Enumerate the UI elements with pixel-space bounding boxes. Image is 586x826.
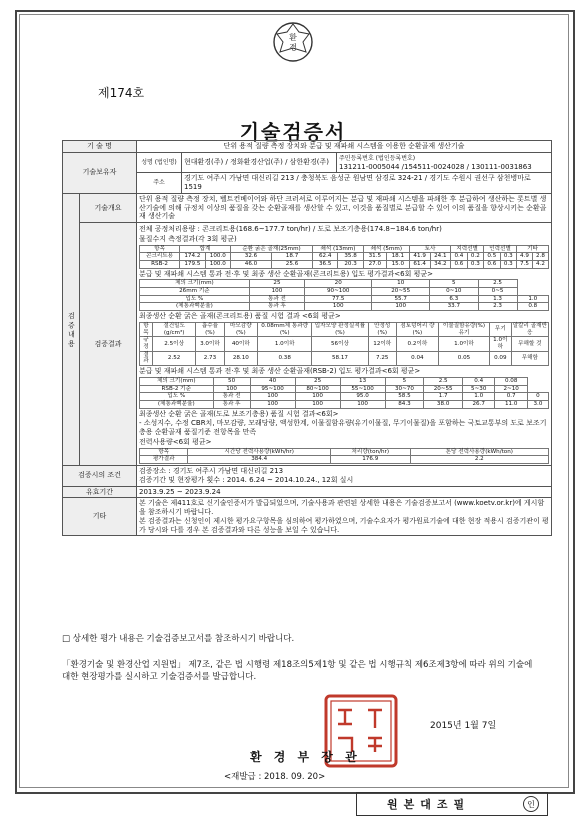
grading1-row bbox=[140, 295, 549, 303]
mass-balance-row-cell: 34.2 bbox=[430, 260, 451, 268]
mass-balance-head-cell: 토사 bbox=[409, 245, 450, 253]
grading2-row-cell: 0 bbox=[527, 393, 548, 401]
grading2-row-cell: 0.08 bbox=[495, 377, 527, 385]
mass-balance-row-cell: 179.5 bbox=[180, 260, 205, 268]
power-row-cell: 시간당 전력사용량(kWh/hr) bbox=[188, 448, 331, 456]
mass-balance-row-cell: 0.3 bbox=[500, 253, 516, 261]
quality1-row-cell: 마모감량 (%) bbox=[224, 322, 257, 336]
ministry-emblem-icon bbox=[272, 20, 314, 66]
mass-balance-title: 물질수지 측정결과(각 3회 평균) bbox=[139, 234, 237, 243]
grading2-row-cell: 0.7 bbox=[495, 393, 527, 401]
summary-value: 단위 용적 질량 측정 장치, 벨트컨베이어와 하단 크러셔로 이루어지는 분급 및 재파쇄 시스템을 파쇄한 후 분급하여 생산하는 롯트별 생산기술에 의해 규정치 이상의 품질을 갖는 순환골재를 생산할 수 있고, 이것을 품질별로 분급할 수 있어 이의 품질을 향상시키는 순환골재 생산기술 bbox=[137, 193, 552, 222]
etc-note-1: 본 기술은 제411호로 신기술인증서가 발급되었으며, 기술사용과 관련된 상세한 내용은 기술검증보고서 (www.koetv.or.kr)에 게시함을 참조하시기 바랍니다. bbox=[139, 499, 545, 517]
grading1-row-cell: 통과 후 bbox=[249, 303, 304, 311]
power-table bbox=[139, 448, 549, 464]
page-title: 기술검증서 bbox=[239, 120, 347, 144]
cond-place: 검증장소 : 경기도 여주시 가남면 대신리길 213 bbox=[139, 467, 284, 476]
grading2-row-cell: 5 bbox=[385, 377, 424, 385]
grading1-title: 분급 및 재파쇄 시스템 통과 전·후 및 최종 생산 순환골재(콘크리트용) 입도 평가결과<6회 평균> bbox=[139, 269, 434, 278]
grading1-row-cell: 0.8 bbox=[517, 303, 548, 311]
mass-balance-row-cell: 2.8 bbox=[532, 253, 548, 261]
etc-label: 기타 bbox=[63, 498, 137, 536]
grading1-row-cell: 33.7 bbox=[430, 303, 478, 311]
quality1-row-cell: 규정 bbox=[140, 337, 153, 351]
mass-balance-head-cell: 인력선별 bbox=[484, 245, 517, 253]
grading1-row-cell: 20 bbox=[305, 280, 372, 288]
mass-balance-row bbox=[140, 260, 549, 268]
grading2-row-cell: 0.4 bbox=[463, 377, 495, 385]
etc-note-2: 본 검증결과는 신청인이 제시한 평가요구항목을 심의하여 평가하였으며, 기술수요자가 평가원료기술에 대한 현장 적용시 검증기관이 평가 당시와 다를 경우 본 검증결과와 다른 성능을 보일 수 있습니다. bbox=[139, 516, 549, 534]
grading1-row-cell: 100 bbox=[305, 303, 372, 311]
addr-label: 주소 bbox=[137, 173, 182, 194]
report-note: □ 상세한 평가 내용은 기술검증보고서를 참조하시기 바랍니다. bbox=[62, 634, 295, 644]
quality1-row-cell: 28.10 bbox=[224, 351, 257, 365]
mass-balance-row-cell: 0.6 bbox=[451, 260, 467, 268]
grading1-row bbox=[140, 280, 549, 288]
row-results bbox=[63, 223, 552, 466]
mass-balance-row-cell: 0.3 bbox=[500, 260, 516, 268]
grading2-row-cell: 38.0 bbox=[424, 401, 463, 409]
quality1-table bbox=[139, 322, 549, 366]
power-row-cell: 평가결과 bbox=[140, 456, 188, 464]
mass-balance-row-cell: 0.3 bbox=[467, 260, 483, 268]
svg-text:경: 경 bbox=[289, 43, 297, 52]
grading2-row-cell: 100 bbox=[250, 401, 295, 409]
quality2-text: - 소성지수, 수정 CBR치, 마모감량, 모래당량, 액성한계, 이물질함유량(유기이물질, 무기이물질)을 포함하는 국토교통부의 도로 보조기층용 순환골재 품질기준 전항목을 만족 bbox=[139, 419, 547, 437]
mass-balance-head-cell: 합계 bbox=[180, 245, 231, 253]
quality1-row bbox=[140, 322, 549, 336]
mass-balance-row-cell: 4.2 bbox=[532, 260, 548, 268]
grading2-row-cell: 통과 전 bbox=[213, 393, 250, 401]
grading2-row-cell: 3.0 bbox=[527, 401, 548, 409]
mass-balance-row-cell: RSB-2 bbox=[140, 260, 180, 268]
mass-balance-head-cell: 쇄석 (13mm) bbox=[313, 245, 364, 253]
grading2-row-cell: 1.7 bbox=[424, 393, 463, 401]
quality1-row-cell: 2.73 bbox=[196, 351, 224, 365]
row-holder-names bbox=[63, 152, 552, 173]
power-row-cell: 384.4 bbox=[188, 456, 331, 464]
grading2-row-cell: 26.7 bbox=[463, 401, 495, 409]
quality1-row-cell: 7.25 bbox=[368, 351, 396, 365]
grading2-row-cell: 100 bbox=[213, 385, 250, 393]
quality1-row-cell: 입자모양 판정실적률(%) bbox=[312, 322, 368, 336]
grading2-row-cell: (체통과백분율) bbox=[140, 401, 214, 409]
mass-balance-row-cell: 35.8 bbox=[338, 253, 363, 261]
grading2-row-cell: 2~10 bbox=[495, 385, 527, 393]
mass-balance-head-cell: 항목 bbox=[140, 245, 180, 253]
summary-label: 기술개요 bbox=[80, 193, 137, 222]
quality1-row-cell: 알칼리 골재반응 bbox=[512, 322, 547, 336]
holder-names: 현대환경(주) / 정화환경산업(주) / 삼한환경(주) bbox=[182, 152, 337, 173]
mass-balance-row-cell: 32.6 bbox=[231, 253, 272, 261]
mass-balance-row-cell: 콘크리트용 bbox=[140, 253, 180, 261]
quality1-row-cell: 절건밀도 (g/cm³) bbox=[152, 322, 195, 336]
power-row-cell: 2.2 bbox=[410, 456, 548, 464]
grading2-row-cell: 통과 후 bbox=[213, 401, 250, 409]
mass-balance-row-cell: 0.6 bbox=[484, 260, 500, 268]
power-row bbox=[140, 456, 549, 464]
mass-balance-head bbox=[140, 245, 549, 253]
grading2-row-cell: 25 bbox=[295, 377, 340, 385]
mass-balance-row-cell: 24.1 bbox=[430, 253, 451, 261]
quality1-row-cell: 12이하 bbox=[368, 337, 396, 351]
quality1-title: 최종생산 순환 굵은 골재(콘크리트용) 품질 시험 결과 <6회 평균> bbox=[139, 312, 341, 321]
reissue-date: <재발급 : 2018. 09. 20> bbox=[224, 772, 326, 782]
grading1-row-cell: 20~55 bbox=[372, 288, 430, 296]
svg-text:환: 환 bbox=[289, 33, 297, 42]
quality1-row-cell: 3.0이하 bbox=[196, 337, 224, 351]
quality1-row-cell: 56이상 bbox=[312, 337, 368, 351]
grading1-row bbox=[140, 303, 549, 311]
mass-balance-row-cell: 41.9 bbox=[409, 253, 430, 261]
quality1-row-cell: 무해할 것 bbox=[511, 337, 548, 351]
quality1-row bbox=[140, 337, 549, 351]
grading2-row bbox=[140, 385, 549, 393]
grading2-row bbox=[140, 377, 549, 385]
grading1-row-cell: 100 bbox=[372, 303, 430, 311]
grading2-row-cell: 13 bbox=[340, 377, 385, 385]
issuer-name: 환 경 부 장 관 bbox=[250, 750, 361, 764]
quality1-row-cell: 항목 bbox=[140, 322, 153, 336]
grading2-row-cell: 84.3 bbox=[385, 401, 424, 409]
power-row-cell: 처리량(ton/hr) bbox=[330, 448, 410, 456]
mass-balance-row-cell: 0.4 bbox=[451, 253, 467, 261]
grading1-row-cell: 77.5 bbox=[305, 295, 372, 303]
grading2-row-cell: 95.0 bbox=[340, 393, 385, 401]
quality1-row-cell: 1.0이하 bbox=[438, 337, 489, 351]
grading2-row-cell: RSB-2 기준 bbox=[140, 385, 214, 393]
grading2-row-cell: 100 bbox=[295, 393, 340, 401]
grading2-row-cell: 80~100 bbox=[295, 385, 340, 393]
result-content bbox=[137, 223, 552, 466]
power-row-cell: 톤당 전력사용량(kWh/ton) bbox=[410, 448, 548, 456]
grading2-row-cell: 100 bbox=[250, 393, 295, 401]
mass-balance-row-cell: 18.1 bbox=[386, 253, 409, 261]
mass-balance-head-cell: 쇄석 (5mm) bbox=[363, 245, 409, 253]
issue-date: 2015년 1월 7일 bbox=[430, 721, 497, 731]
quality1-row-cell: 1.0이하 bbox=[490, 337, 512, 351]
addr-value: 경기도 여주시 가남면 대신리길 213 / 충청북도 음성군 원남면 삼경로 324-21 / 경기도 수원시 권선구 삼천병마로 1519 bbox=[182, 173, 552, 194]
grading1-row-cell: 2.5 bbox=[478, 280, 517, 288]
mass-balance-head-cell: 기타 bbox=[517, 245, 549, 253]
quality1-row-cell: 0.08mm체 통과량(%) bbox=[258, 322, 312, 336]
cond-label: 검증시의 조건 bbox=[63, 466, 137, 487]
grading1-row-cell: 5 bbox=[430, 280, 478, 288]
mass-balance-head-cell: 지력선별 bbox=[451, 245, 484, 253]
grading1-row-cell: 2.3 bbox=[478, 303, 517, 311]
grading2-row-cell: 100 bbox=[340, 401, 385, 409]
valid-value: 2013.9.25 ~ 2023.9.24 bbox=[137, 486, 552, 498]
grading1-row-cell: 90~100 bbox=[305, 288, 372, 296]
quality1-row-cell: 40이하 bbox=[224, 337, 257, 351]
quality1-row-cell: 0.38 bbox=[258, 351, 312, 365]
mass-balance-row-cell: 25.6 bbox=[272, 260, 313, 268]
power-row-cell: 항목 bbox=[140, 448, 188, 456]
grading1-row-cell: 6.3 bbox=[430, 295, 478, 303]
grading1-table bbox=[139, 279, 549, 311]
tech-name-label: 기 술 명 bbox=[63, 141, 137, 153]
grading2-row-cell: 40 bbox=[250, 377, 295, 385]
holder-label: 기술보유자 bbox=[63, 152, 137, 193]
mass-balance-head-cell: 순환 굵은 골재(25mm) bbox=[231, 245, 313, 253]
grading1-row-cell: 25 bbox=[249, 280, 304, 288]
grading1-row-cell: 100 bbox=[249, 288, 304, 296]
seal-mark-icon: 인 bbox=[523, 796, 539, 812]
mass-balance-row-cell: 15.0 bbox=[386, 260, 409, 268]
quality1-row-cell: 안정성 (%) bbox=[368, 322, 396, 336]
power-row-cell: 176.9 bbox=[330, 456, 410, 464]
grading1-row-cell: 체의 크기(mm) bbox=[140, 280, 250, 288]
row-tech-name bbox=[63, 141, 552, 153]
grading1-row-cell: 26mm 기준 bbox=[140, 288, 250, 296]
grading1-row-cell: 10 bbox=[372, 280, 430, 288]
mass-balance-row-cell: 0.2 bbox=[467, 253, 483, 261]
grading2-row bbox=[140, 401, 549, 409]
grading1-row-cell: 1.0 bbox=[517, 295, 548, 303]
name-label: 성명 (법인명) bbox=[137, 152, 182, 173]
cond-period: 검증기간 및 현장평가 횟수 : 2014. 6.24 ~ 2014.10.24., 12회 실시 bbox=[139, 475, 354, 484]
grading2-row-cell: 1.0 bbox=[463, 393, 495, 401]
quality1-row-cell: 2.5이상 bbox=[152, 337, 195, 351]
tech-name-value: 단위 용적 질량 측정 장치와 분급 및 재파쇄 시스템을 이용한 순환골재 생산기술 bbox=[137, 141, 552, 153]
grading2-row-cell: 5~30 bbox=[463, 385, 495, 393]
quality1-row-cell: 흡수율 (%) bbox=[196, 322, 224, 336]
result-label: 검증결과 bbox=[80, 223, 137, 466]
grading1-row-cell: 통과 전 bbox=[249, 295, 304, 303]
grading1-row-cell: 1.3 bbox=[478, 295, 517, 303]
mass-balance-row-cell: 46.0 bbox=[231, 260, 272, 268]
grading1-row-cell: (체통과백분율) bbox=[140, 303, 250, 311]
grading1-row bbox=[140, 288, 549, 296]
quality1-row-cell: 58.17 bbox=[312, 351, 368, 365]
mass-balance-row bbox=[140, 253, 549, 261]
original-verified-stamp bbox=[356, 792, 548, 816]
power-title: 전력사용량<6회 평균> bbox=[139, 437, 212, 446]
grading2-row-cell: 95~100 bbox=[250, 385, 295, 393]
row-holder-addr bbox=[63, 173, 552, 194]
grading2-title: 분급 및 재파쇄 시스템 통과 전·후 및 최종 생산 순환골재(RSB-2) 입도 평가결과<6회 평균> bbox=[139, 367, 421, 376]
certificate-number: 제174호 bbox=[98, 86, 145, 100]
mass-balance-row-cell: 0.5 bbox=[484, 253, 500, 261]
grading1-row-cell: 0~10 bbox=[430, 288, 478, 296]
quality1-row-cell: 결과 bbox=[140, 351, 153, 365]
mass-balance-row-cell: 20.3 bbox=[338, 260, 363, 268]
mass-balance-row-cell: 31.5 bbox=[363, 253, 386, 261]
mass-balance-row-cell: 174.2 bbox=[180, 253, 205, 261]
grading1-row-cell: 55.7 bbox=[372, 295, 430, 303]
quality1-row-cell: 0.2이하 bbox=[396, 337, 438, 351]
original-stamp-label: 원본대조필 bbox=[387, 798, 471, 811]
legal-text: 「환경기술 및 환경산업 지원법」 제7조, 같은 법 시행령 제18조의5제1항 및 같은 법 시행규칙 제6조제3항에 따라 위의 기술에 대한 현장평가를 실시하고 기술검증서를 발급합니다. bbox=[62, 660, 533, 682]
quality1-row-cell: 0.05 bbox=[438, 351, 489, 365]
mass-balance-row-cell: 62.4 bbox=[313, 253, 338, 261]
mass-balance-row-cell: 7.5 bbox=[517, 260, 533, 268]
quality1-row-cell: 무해함 bbox=[511, 351, 548, 365]
grading2-row-cell: 55~100 bbox=[340, 385, 385, 393]
grading2-row-cell: 58.5 bbox=[385, 393, 424, 401]
grading2-row-cell: 2.5 bbox=[424, 377, 463, 385]
mass-balance-row-cell: 27.0 bbox=[363, 260, 386, 268]
regno-label: 주민등록번호 (법인등록번호) bbox=[339, 154, 416, 162]
regno-values: 131211-0005044 /154511-0024028 / 130111-0031863 bbox=[339, 162, 532, 171]
power-row bbox=[140, 448, 549, 456]
mass-balance-row-cell: 18.7 bbox=[272, 253, 313, 261]
grading2-row bbox=[140, 393, 549, 401]
quality1-row bbox=[140, 351, 549, 365]
row-etc bbox=[63, 498, 552, 536]
grading1-row-cell: 0~5 bbox=[478, 288, 517, 296]
quality1-row-cell: 무기 bbox=[490, 322, 512, 336]
quality1-row-cell: 0.04 bbox=[396, 351, 438, 365]
mass-balance-row-cell: 100.0 bbox=[205, 253, 230, 261]
mass-balance-table bbox=[139, 245, 549, 269]
grading2-row-cell: 50 bbox=[213, 377, 250, 385]
grading2-row-cell: 30~70 bbox=[385, 385, 424, 393]
capacity-text: 전체 공정처리용량 : 콘크리트용(168.6~177.7 ton/hr) / 도로 보조기층용(174.8~184.6 ton/hr) bbox=[139, 225, 442, 233]
quality1-row-cell: 2.52 bbox=[152, 351, 195, 365]
valid-label: 유효기간 bbox=[63, 486, 137, 498]
certificate-table bbox=[62, 140, 552, 536]
grading2-table bbox=[139, 377, 549, 409]
grading2-row-cell: 20~55 bbox=[424, 385, 463, 393]
mass-balance-row-cell: 100.0 bbox=[205, 260, 230, 268]
quality1-row-cell: 이물질함유량(%) 유기 bbox=[438, 322, 489, 336]
grading2-row-cell: 100 bbox=[295, 401, 340, 409]
quality1-row-cell: 0.09 bbox=[490, 351, 512, 365]
quality1-row-cell: 점토덩어리 량(%) bbox=[396, 322, 438, 336]
quality2-title: 최종생산 순환 굵은 골재(도로 보조기층용) 품질 시험 결과<6회> bbox=[139, 409, 339, 418]
grading1-row-cell: 입도 % bbox=[140, 295, 250, 303]
side-label: 검 증 내 용 bbox=[63, 193, 80, 465]
mass-balance-row-cell: 36.5 bbox=[313, 260, 338, 268]
row-summary bbox=[63, 193, 552, 222]
grading2-row-cell: 입도 % bbox=[140, 393, 214, 401]
mass-balance-row-cell: 61.4 bbox=[409, 260, 430, 268]
grading2-row-cell: 11.0 bbox=[495, 401, 527, 409]
row-validity bbox=[63, 486, 552, 498]
row-conditions bbox=[63, 466, 552, 487]
grading2-row-cell: 체의 크기(mm) bbox=[140, 377, 214, 385]
mass-balance-row-cell: 4.9 bbox=[517, 253, 533, 261]
quality1-row-cell: 1.0이하 bbox=[258, 337, 312, 351]
